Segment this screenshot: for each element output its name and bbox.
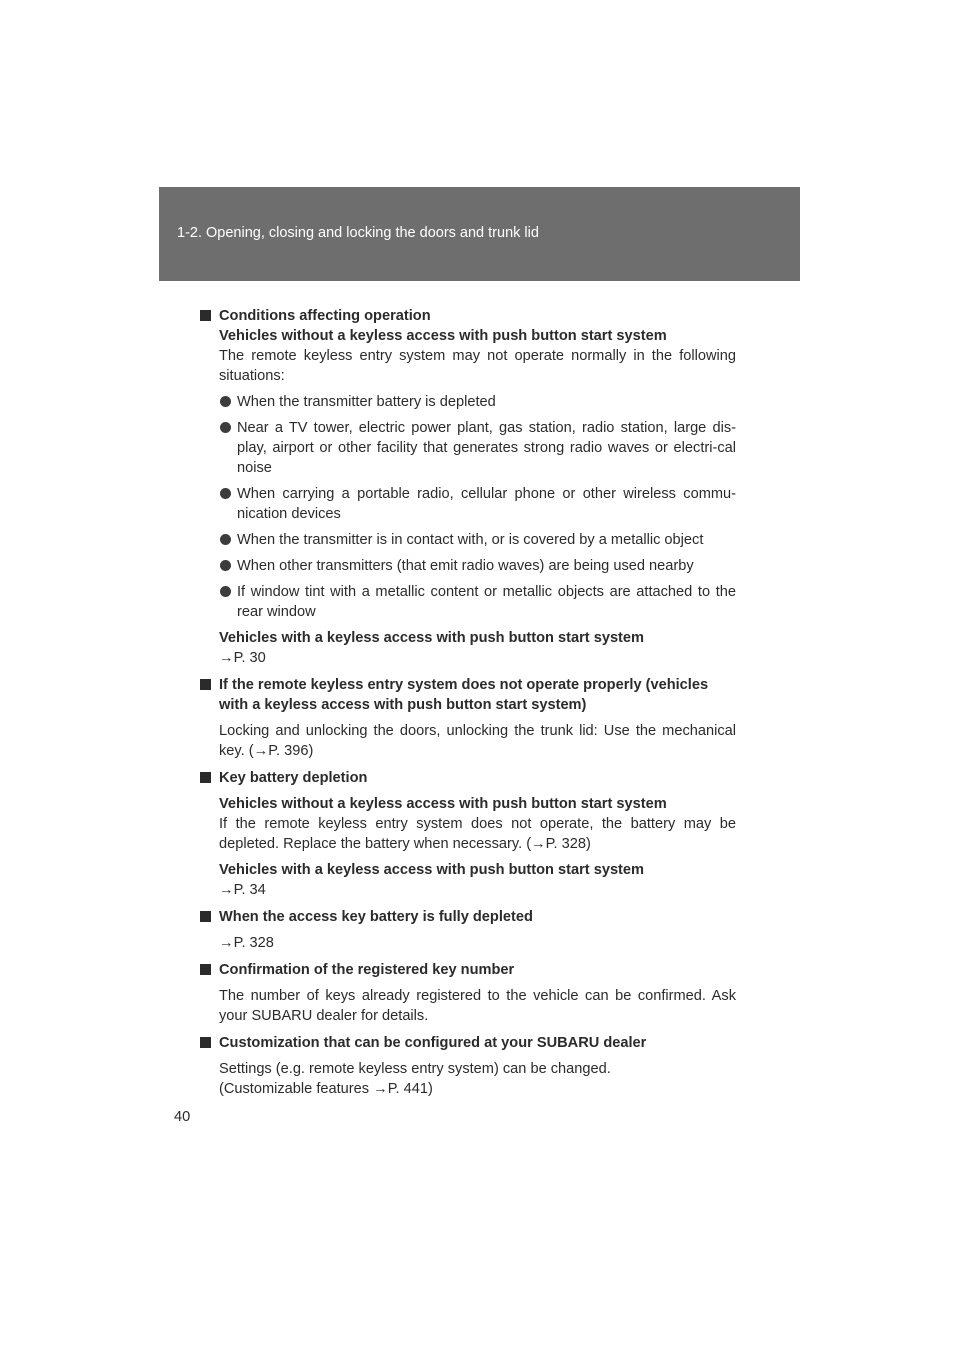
list-item: When the transmitter is in contact with, or is covered by a metallic object: [199, 530, 736, 550]
paragraph-customizable-features: (Customizable features →P. 441): [219, 1081, 433, 1097]
square-bullet-icon: [200, 310, 211, 321]
paragraph-intro: The remote keyless entry system may not operate normally in the following situations:: [219, 348, 736, 384]
page-number: 40: [174, 1109, 191, 1125]
circle-bullet-icon: [220, 560, 231, 571]
list-item: When the transmitter battery is depleted: [199, 392, 736, 412]
subheading-without-keyless: Vehicles without a keyless access with push button start system: [219, 328, 667, 344]
section-title-access-key: When the access key battery is fully depleted: [199, 907, 736, 927]
subheading-with-keyless: Vehicles with a keyless access with push button start system: [219, 862, 645, 878]
page-reference: →P. 34: [219, 882, 266, 898]
subheading-without-keyless: Vehicles without a keyless access with push button start system: [219, 796, 667, 812]
circle-bullet-icon: [220, 396, 231, 407]
square-bullet-icon: [200, 964, 211, 975]
square-bullet-icon: [200, 1037, 211, 1048]
section-title-conditions: Conditions affecting operation: [199, 306, 736, 326]
square-bullet-icon: [200, 772, 211, 783]
list-item: If window tint with a metallic content or metallic objects are attached to the rear window: [199, 582, 736, 622]
section-title-not-operate: If the remote keyless entry system does not operate properly (vehicles with a keyless access with push button start system): [199, 675, 736, 715]
circle-bullet-icon: [220, 586, 231, 597]
paragraph-confirmation: The number of keys already registered to the vehicle can be confirmed. Ask your SUBARU dealer for details.: [219, 988, 736, 1024]
paragraph-customization: Settings (e.g. remote keyless entry system) can be changed.: [219, 1061, 611, 1077]
chapter-title: 1-2. Opening, closing and locking the doors and trunk lid: [177, 225, 539, 241]
list-item: When carrying a portable radio, cellular phone or other wireless commu-nication devices: [199, 484, 736, 524]
circle-bullet-icon: [220, 488, 231, 499]
paragraph-battery: If the remote keyless entry system does not operate, the battery may be depleted. Replace the battery when necessary. (→P. 328): [219, 816, 736, 852]
section-title-confirmation: Confirmation of the registered key number: [199, 960, 736, 980]
list-item: When other transmitters (that emit radio waves) are being used nearby: [199, 556, 736, 576]
paragraph-mechanical-key: Locking and unlocking the doors, unlocking the trunk lid: Use the mechanical key. (→P. 396): [219, 723, 736, 759]
section-title-battery: Key battery depletion: [199, 768, 736, 788]
square-bullet-icon: [200, 911, 211, 922]
page-reference: →P. 328: [219, 935, 274, 951]
list-item: Near a TV tower, electric power plant, gas station, radio station, large dis-play, airport or other facility that generates strong radio waves or electri-cal noise: [199, 418, 736, 478]
circle-bullet-icon: [220, 534, 231, 545]
subheading-with-keyless: Vehicles with a keyless access with push button start system: [219, 630, 645, 646]
header-band: [159, 187, 800, 281]
section-title-customization: Customization that can be configured at your SUBARU dealer: [199, 1033, 736, 1053]
square-bullet-icon: [200, 679, 211, 690]
page-content: [199, 306, 736, 1099]
circle-bullet-icon: [220, 422, 231, 433]
page-reference: →P. 30: [219, 650, 266, 666]
